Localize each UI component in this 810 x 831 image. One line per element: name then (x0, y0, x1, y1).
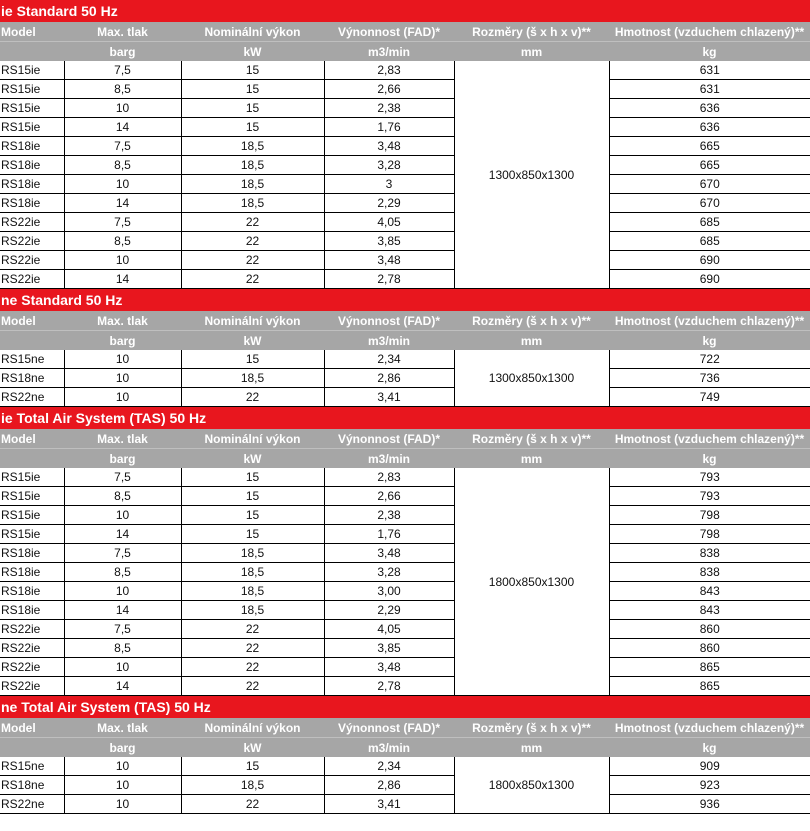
column-header (0, 331, 64, 351)
header-row (0, 311, 810, 331)
table-row (0, 757, 810, 776)
fad-cell: 2,38 (324, 506, 454, 525)
fad-cell: 3,48 (324, 137, 454, 156)
weight-cell: 722 (609, 350, 810, 369)
model-cell: RS15ie (0, 118, 64, 137)
fad-cell: 2,83 (324, 61, 454, 80)
weight-cell: 865 (609, 677, 810, 696)
pressure-cell: 8,5 (64, 156, 181, 175)
model-cell: RS22ie (0, 270, 64, 289)
fad-cell: 3,41 (324, 795, 454, 814)
power-cell: 18,5 (181, 776, 324, 795)
column-header: Rozměry (š x h x v)** (454, 22, 609, 42)
model-cell: RS15ie (0, 525, 64, 544)
fad-cell: 2,66 (324, 80, 454, 99)
weight-cell: 860 (609, 620, 810, 639)
power-cell: 22 (181, 388, 324, 407)
header-row (0, 22, 810, 42)
pressure-cell: 8,5 (64, 639, 181, 658)
column-header: mm (454, 738, 609, 758)
table-row (0, 582, 810, 601)
column-header: barg (64, 738, 181, 758)
column-header: Model (0, 718, 64, 738)
table-row (0, 468, 810, 487)
table-row (0, 61, 810, 80)
column-header: Model (0, 311, 64, 331)
model-cell: RS22ne (0, 795, 64, 814)
pressure-cell: 8,5 (64, 232, 181, 251)
pressure-cell: 8,5 (64, 563, 181, 582)
column-header (0, 449, 64, 469)
column-header: Výnonnost (FAD)* (324, 718, 454, 738)
model-cell: RS22ne (0, 388, 64, 407)
weight-cell: 860 (609, 639, 810, 658)
fad-cell: 1,76 (324, 525, 454, 544)
power-cell: 15 (181, 525, 324, 544)
table-row (0, 388, 810, 407)
weight-cell: 685 (609, 213, 810, 232)
fad-cell: 3,48 (324, 544, 454, 563)
table-row (0, 544, 810, 563)
power-cell: 18,5 (181, 601, 324, 620)
table-row (0, 118, 810, 137)
weight-cell: 749 (609, 388, 810, 407)
fad-cell: 3,85 (324, 639, 454, 658)
pressure-cell: 10 (64, 506, 181, 525)
pressure-cell: 14 (64, 601, 181, 620)
weight-cell: 636 (609, 118, 810, 137)
model-cell: RS18ne (0, 369, 64, 388)
fad-cell: 2,34 (324, 350, 454, 369)
column-header: m3/min (324, 331, 454, 351)
weight-cell: 685 (609, 232, 810, 251)
fad-cell: 4,05 (324, 620, 454, 639)
table-row (0, 194, 810, 213)
model-cell: RS22ie (0, 232, 64, 251)
fad-cell: 2,38 (324, 99, 454, 118)
pressure-cell: 7,5 (64, 620, 181, 639)
column-header: mm (454, 331, 609, 351)
table-row (0, 601, 810, 620)
model-cell: RS15ie (0, 99, 64, 118)
model-cell: RS15ie (0, 468, 64, 487)
column-header: kg (609, 449, 810, 469)
dimensions-cell: 1300x850x1300 (454, 61, 609, 289)
column-header: mm (454, 42, 609, 62)
column-header: Hmotnost (vzduchem chlazený)** (609, 22, 810, 42)
fad-cell: 2,83 (324, 468, 454, 487)
weight-cell: 665 (609, 137, 810, 156)
model-cell: RS15ie (0, 506, 64, 525)
pressure-cell: 14 (64, 677, 181, 696)
column-header: Výnonnost (FAD)* (324, 311, 454, 331)
column-header (0, 42, 64, 62)
column-header (0, 738, 64, 758)
column-header: kW (181, 449, 324, 469)
column-header: Výnonnost (FAD)* (324, 22, 454, 42)
table-row (0, 251, 810, 270)
fad-cell: 2,34 (324, 757, 454, 776)
spec-table (0, 718, 810, 814)
fad-cell: 2,66 (324, 487, 454, 506)
pressure-cell: 10 (64, 658, 181, 677)
header-row (0, 718, 810, 738)
power-cell: 22 (181, 677, 324, 696)
model-cell: RS22ie (0, 213, 64, 232)
dimensions-cell: 1300x850x1300 (454, 350, 609, 407)
model-cell: RS18ie (0, 137, 64, 156)
pressure-cell: 10 (64, 776, 181, 795)
model-cell: RS18ie (0, 175, 64, 194)
weight-cell: 865 (609, 658, 810, 677)
power-cell: 15 (181, 468, 324, 487)
model-cell: RS22ie (0, 658, 64, 677)
column-header: Max. tlak (64, 311, 181, 331)
header-row (0, 331, 810, 351)
model-cell: RS18ie (0, 194, 64, 213)
power-cell: 22 (181, 795, 324, 814)
column-header: m3/min (324, 738, 454, 758)
model-cell: RS18ne (0, 776, 64, 795)
fad-cell: 3,41 (324, 388, 454, 407)
model-cell: RS22ie (0, 620, 64, 639)
table-row (0, 639, 810, 658)
table-row (0, 80, 810, 99)
table-row (0, 563, 810, 582)
weight-cell: 936 (609, 795, 810, 814)
model-cell: RS18ie (0, 544, 64, 563)
weight-cell: 631 (609, 80, 810, 99)
column-header: Hmotnost (vzduchem chlazený)** (609, 429, 810, 449)
column-header: Hmotnost (vzduchem chlazený)** (609, 718, 810, 738)
model-cell: RS18ie (0, 601, 64, 620)
fad-cell: 2,86 (324, 776, 454, 795)
table-row (0, 137, 810, 156)
column-header: Model (0, 22, 64, 42)
table-row (0, 270, 810, 289)
model-cell: RS15ne (0, 350, 64, 369)
weight-cell: 793 (609, 468, 810, 487)
column-header: Max. tlak (64, 718, 181, 738)
power-cell: 15 (181, 757, 324, 776)
column-header: Max. tlak (64, 429, 181, 449)
column-header: barg (64, 449, 181, 469)
table-row (0, 156, 810, 175)
model-cell: RS22ie (0, 677, 64, 696)
fad-cell: 2,78 (324, 677, 454, 696)
column-header: Rozměry (š x h x v)** (454, 311, 609, 331)
weight-cell: 690 (609, 251, 810, 270)
column-header: kg (609, 42, 810, 62)
pressure-cell: 8,5 (64, 487, 181, 506)
power-cell: 18,5 (181, 175, 324, 194)
power-cell: 18,5 (181, 544, 324, 563)
weight-cell: 670 (609, 194, 810, 213)
weight-cell: 838 (609, 544, 810, 563)
fad-cell: 3,48 (324, 658, 454, 677)
column-header: Rozměry (š x h x v)** (454, 429, 609, 449)
column-header: kg (609, 331, 810, 351)
spec-table (0, 311, 810, 407)
power-cell: 22 (181, 232, 324, 251)
fad-cell: 2,29 (324, 601, 454, 620)
pressure-cell: 7,5 (64, 137, 181, 156)
section-title: ie Total Air System (TAS) 50 Hz (0, 407, 810, 429)
table-row (0, 525, 810, 544)
power-cell: 15 (181, 61, 324, 80)
table-row (0, 795, 810, 814)
power-cell: 22 (181, 251, 324, 270)
pressure-cell: 10 (64, 388, 181, 407)
table-row (0, 350, 810, 369)
section-title: ne Standard 50 Hz (0, 289, 810, 311)
column-header: kW (181, 42, 324, 62)
table-row (0, 620, 810, 639)
dimensions-cell: 1800x850x1300 (454, 757, 609, 814)
model-cell: RS15ie (0, 61, 64, 80)
fad-cell: 3,28 (324, 156, 454, 175)
pressure-cell: 8,5 (64, 80, 181, 99)
weight-cell: 923 (609, 776, 810, 795)
weight-cell: 843 (609, 582, 810, 601)
pressure-cell: 14 (64, 118, 181, 137)
fad-cell: 3,85 (324, 232, 454, 251)
column-header: Nominální výkon (181, 22, 324, 42)
column-header: Nominální výkon (181, 311, 324, 331)
pressure-cell: 7,5 (64, 61, 181, 80)
pressure-cell: 14 (64, 270, 181, 289)
table-row (0, 506, 810, 525)
weight-cell: 736 (609, 369, 810, 388)
power-cell: 18,5 (181, 563, 324, 582)
column-header: kW (181, 738, 324, 758)
power-cell: 15 (181, 80, 324, 99)
pressure-cell: 10 (64, 350, 181, 369)
weight-cell: 798 (609, 525, 810, 544)
pressure-cell: 10 (64, 175, 181, 194)
power-cell: 22 (181, 620, 324, 639)
table-row (0, 677, 810, 696)
pressure-cell: 14 (64, 525, 181, 544)
model-cell: RS18ie (0, 156, 64, 175)
model-cell: RS18ie (0, 563, 64, 582)
weight-cell: 798 (609, 506, 810, 525)
header-row (0, 429, 810, 449)
weight-cell: 670 (609, 175, 810, 194)
model-cell: RS22ie (0, 639, 64, 658)
weight-cell: 793 (609, 487, 810, 506)
power-cell: 15 (181, 350, 324, 369)
pressure-cell: 7,5 (64, 213, 181, 232)
power-cell: 22 (181, 213, 324, 232)
table-row (0, 213, 810, 232)
power-cell: 18,5 (181, 156, 324, 175)
table-row (0, 232, 810, 251)
table-row (0, 175, 810, 194)
fad-cell: 2,29 (324, 194, 454, 213)
section-title: ne Total Air System (TAS) 50 Hz (0, 696, 810, 718)
section-title: ie Standard 50 Hz (0, 0, 810, 22)
power-cell: 18,5 (181, 369, 324, 388)
fad-cell: 1,76 (324, 118, 454, 137)
power-cell: 18,5 (181, 194, 324, 213)
model-cell: RS15ie (0, 80, 64, 99)
fad-cell: 3,48 (324, 251, 454, 270)
pressure-cell: 10 (64, 99, 181, 118)
weight-cell: 909 (609, 757, 810, 776)
spec-table (0, 429, 810, 696)
pressure-cell: 14 (64, 194, 181, 213)
power-cell: 15 (181, 487, 324, 506)
dimensions-cell: 1800x850x1300 (454, 468, 609, 696)
model-cell: RS22ie (0, 251, 64, 270)
column-header: Výnonnost (FAD)* (324, 429, 454, 449)
header-row (0, 449, 810, 469)
spec-table (0, 22, 810, 289)
power-cell: 18,5 (181, 582, 324, 601)
table-row (0, 658, 810, 677)
column-header: mm (454, 449, 609, 469)
power-cell: 15 (181, 506, 324, 525)
fad-cell: 4,05 (324, 213, 454, 232)
power-cell: 18,5 (181, 137, 324, 156)
pressure-cell: 10 (64, 369, 181, 388)
fad-cell: 3,28 (324, 563, 454, 582)
column-header: m3/min (324, 449, 454, 469)
column-header: Hmotnost (vzduchem chlazený)** (609, 311, 810, 331)
header-row (0, 42, 810, 62)
model-cell: RS15ne (0, 757, 64, 776)
fad-cell: 2,86 (324, 369, 454, 388)
column-header: kg (609, 738, 810, 758)
column-header: Nominální výkon (181, 429, 324, 449)
column-header: Nominální výkon (181, 718, 324, 738)
model-cell: RS18ie (0, 582, 64, 601)
column-header: barg (64, 42, 181, 62)
model-cell: RS15ie (0, 487, 64, 506)
table-row (0, 776, 810, 795)
pressure-cell: 10 (64, 795, 181, 814)
header-row (0, 738, 810, 758)
column-header: Max. tlak (64, 22, 181, 42)
pressure-cell: 10 (64, 251, 181, 270)
fad-cell: 3 (324, 175, 454, 194)
weight-cell: 843 (609, 601, 810, 620)
column-header: barg (64, 331, 181, 351)
pressure-cell: 7,5 (64, 544, 181, 563)
table-row (0, 487, 810, 506)
weight-cell: 636 (609, 99, 810, 118)
power-cell: 15 (181, 118, 324, 137)
table-row (0, 369, 810, 388)
column-header: m3/min (324, 42, 454, 62)
power-cell: 15 (181, 99, 324, 118)
column-header: Model (0, 429, 64, 449)
weight-cell: 690 (609, 270, 810, 289)
weight-cell: 838 (609, 563, 810, 582)
pressure-cell: 7,5 (64, 468, 181, 487)
weight-cell: 631 (609, 61, 810, 80)
fad-cell: 3,00 (324, 582, 454, 601)
column-header: kW (181, 331, 324, 351)
power-cell: 22 (181, 270, 324, 289)
table-row (0, 99, 810, 118)
pressure-cell: 10 (64, 757, 181, 776)
power-cell: 22 (181, 658, 324, 677)
column-header: Rozměry (š x h x v)** (454, 718, 609, 738)
pressure-cell: 10 (64, 582, 181, 601)
power-cell: 22 (181, 639, 324, 658)
weight-cell: 665 (609, 156, 810, 175)
fad-cell: 2,78 (324, 270, 454, 289)
